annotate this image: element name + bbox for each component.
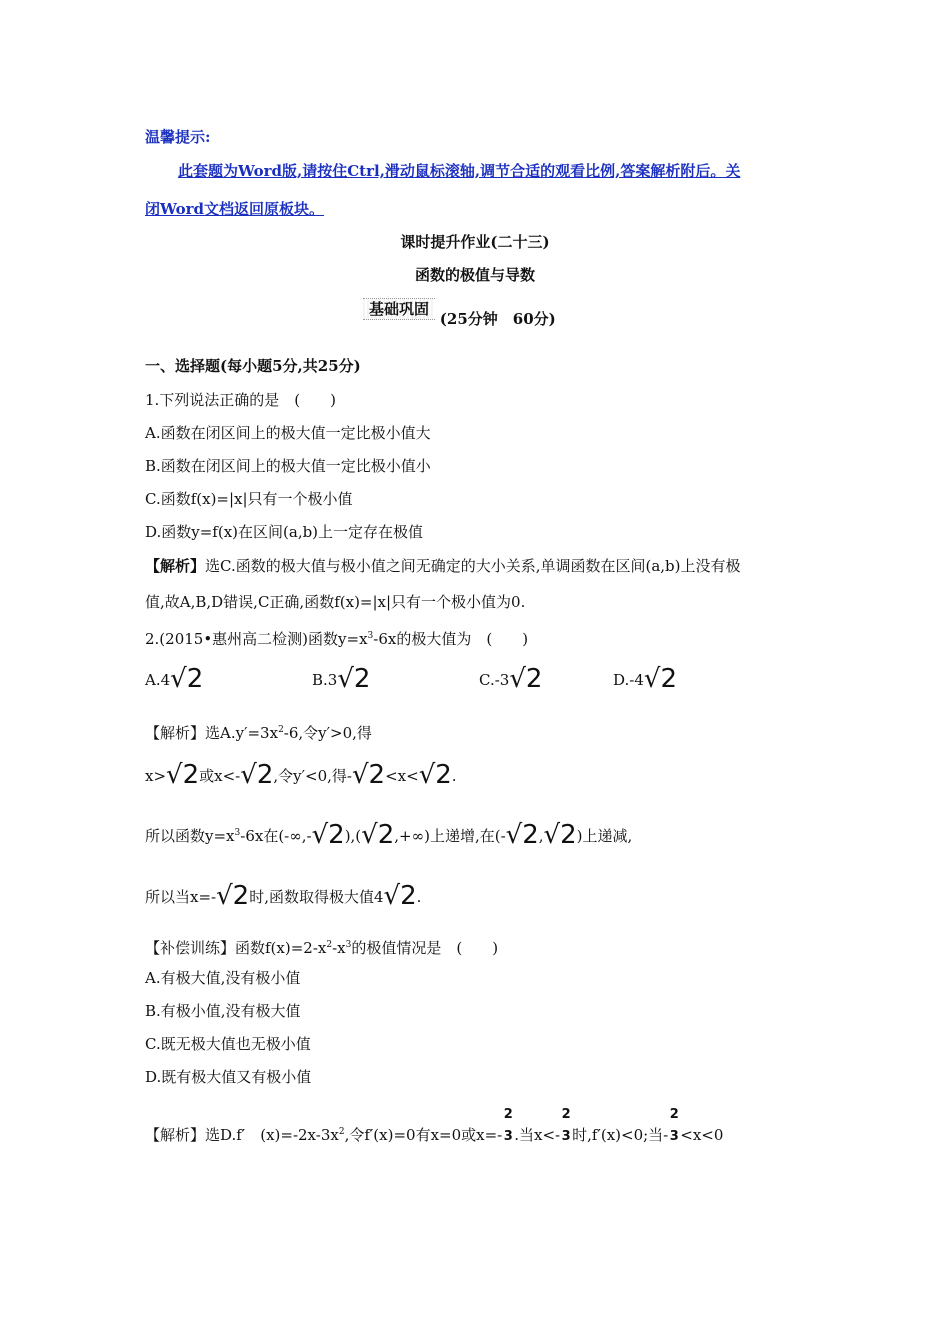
extra-stem: 【补偿训练】函数$f(x)=2-x^2-x^3$的极值情况是 ( ) bbox=[145, 939, 499, 957]
q2-option-d: D.-4√2 bbox=[613, 664, 677, 694]
solution-tag: 【解析】 bbox=[145, 557, 206, 575]
extra-option-a: A.有极大值,没有极小值 bbox=[145, 969, 301, 987]
q1-solution-line-1: 【解析】选C.函数的极大值与极小值之间无确定的大小关系,单调函数在区间(a,b)上没有极 bbox=[145, 557, 741, 575]
q1-option-d: D.函数y=f(x)在区间(a,b)上一定存在极值 bbox=[145, 523, 424, 541]
q1-option-a: A.函数在闭区间上的极大值一定比极小值大 bbox=[145, 424, 431, 442]
basic-badge: 基础巩固 bbox=[363, 298, 435, 320]
q2-solution-line-4: 所以当x=-√2时,函数取得极大值4√2. bbox=[145, 881, 422, 911]
q2-option-a: A.4√2 bbox=[145, 664, 204, 694]
q1-option-c: C.函数f(x)=|x|只有一个极小值 bbox=[145, 490, 353, 508]
fraction-two-thirds: 2 3 bbox=[503, 1107, 513, 1144]
q2-solution-line-2: x>√2或x<-√2,令y′<0,得-√2<x<√2. bbox=[145, 760, 457, 790]
tip-title: 温馨提示: bbox=[145, 128, 211, 146]
q1-option-b: B.函数在闭区间上的极大值一定比极小值小 bbox=[145, 457, 431, 475]
q2-option-c: C.-3√2 bbox=[479, 664, 543, 694]
q2-solution-line-3: 所以函数$y=x^3-6x$在(-∞,-√2),(√2,+∞)上递增,在(-√2,√2)上递减, bbox=[145, 820, 633, 850]
q2-options bbox=[145, 664, 845, 697]
tip-line-2: 闭Word文档返回原板块。 bbox=[145, 200, 325, 218]
extra-option-d: D.既有极大值又有极小值 bbox=[145, 1068, 312, 1086]
q2-solution-line-1: 【解析】选$A.y'=3x^2-6$,令y′>0,得 bbox=[145, 724, 372, 742]
q1-solution-line-2: 值,故A,B,D错误,C正确,函数f(x)=|x|只有一个极小值为0. bbox=[145, 593, 526, 611]
extra-option-c: C.既无极大值也无极小值 bbox=[145, 1035, 311, 1053]
page-subtitle: 函数的极值与导数 bbox=[414, 266, 535, 284]
extra-solution-line: 【解析】选D.f′ $(x)=-2x-3x^2$,令f′(x)=0有x=0或x=- 2 3.当x<- 2 3时,f′(x)<0;当- 2 3<x<0 bbox=[145, 1122, 723, 1147]
page-title: 课时提升作业(二十三) bbox=[400, 233, 550, 251]
fraction-two-thirds: 2 3 bbox=[669, 1107, 679, 1144]
badge-row bbox=[363, 298, 556, 328]
q2-stem: 2.(2015•惠州高二检测)函数$y=x^3-6x$的极大值为 ( ) bbox=[145, 630, 529, 648]
fraction-two-thirds: 2 3 bbox=[561, 1107, 571, 1144]
extra-option-b: B.有极小值,没有极大值 bbox=[145, 1002, 301, 1020]
section-heading: 一、选择题(每小题5分,共25分) bbox=[145, 357, 361, 375]
tip-line-1: 此套题为Word版,请按住Ctrl,滑动鼠标滚轴,调节合适的观看比例,答案解析附后。关 bbox=[178, 162, 741, 180]
q1-stem: 1.下列说法正确的是 ( ) bbox=[145, 391, 337, 409]
time-score: (25分钟 60分) bbox=[439, 310, 556, 328]
q2-option-b: B.3√2 bbox=[312, 664, 371, 694]
